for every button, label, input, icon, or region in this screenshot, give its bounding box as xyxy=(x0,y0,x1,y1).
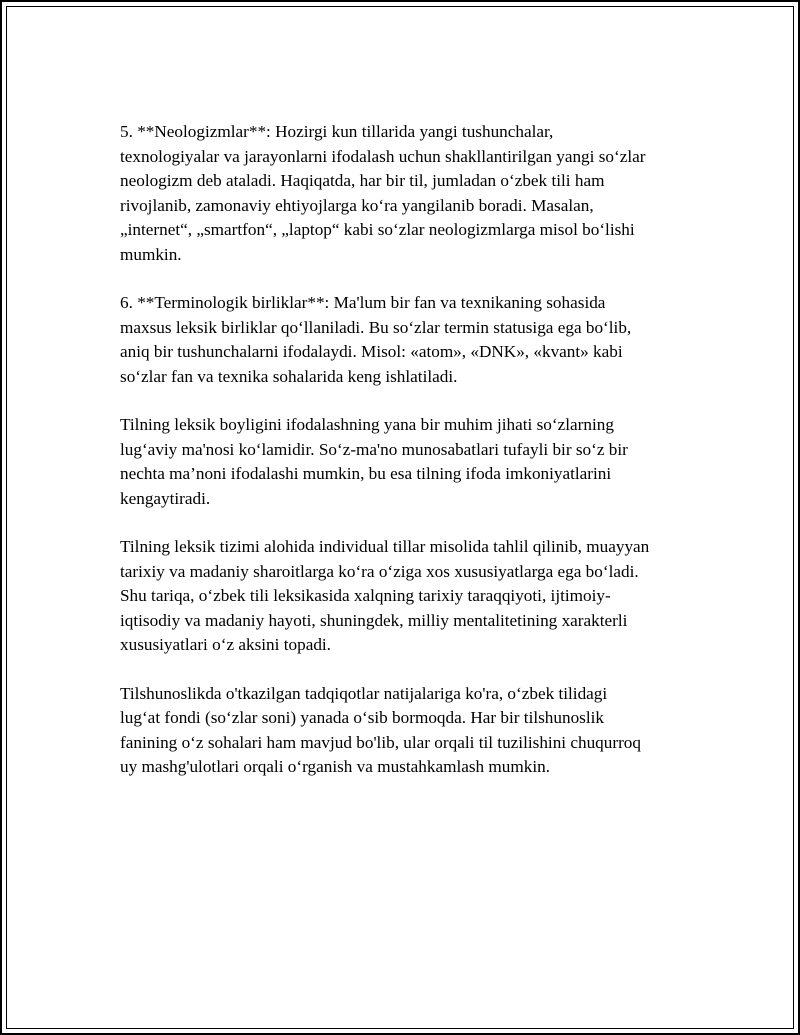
text-line: texnologiyalar va jarayonlarni ifodalash uchun shakllantirilgan yangi so‘zlar xyxy=(120,146,646,166)
paragraph-lexical-system xyxy=(120,535,700,658)
text-line: Tilshunoslikda o'tkazilgan tadqiqotlar natijalariga ko'ra, o‘zbek tilidagi xyxy=(120,683,608,703)
text-line: aniq bir tushunchalarni ifodalaydi. Misol: «atom», «DNK», «kvant» kabi xyxy=(120,342,623,361)
text-line: uy mashg'ulotlari orqali o‘rganish va mustahkamlash mumkin. xyxy=(120,757,551,776)
text-line: lug‘at fondi (so‘zlar soni) yanada o‘sib bormoqda. Har bir tilshunoslik xyxy=(120,708,605,727)
text-line: 6. **Terminologik birliklar**: Ma'lum bir fan va texnikaning sohasida xyxy=(120,293,606,312)
paragraph-terminology xyxy=(120,291,700,389)
text-line: xususiyatlari o‘z aksini topadi. xyxy=(120,635,331,654)
text-line: kengaytiradi. xyxy=(120,488,211,508)
text-line: mumkin. xyxy=(120,244,182,264)
text-line: nechta ma’noni ifodalashi mumkin, bu esa tilning ifoda imkoniyatlarini xyxy=(120,464,612,483)
paragraph-research xyxy=(120,682,700,780)
document-body xyxy=(120,120,700,804)
text-line: 5. **Neologizmlar**: Hozirgi kun tillarida yangi tushunchalar, xyxy=(120,122,554,141)
text-line: „internet“, „smartfon“, „laptop“ kabi so‘zlar neologizmlarga misol bo‘lishi xyxy=(120,220,635,239)
text-line: tarixiy va madaniy sharoitlarga ko‘ra o‘ziga xos xususiyatlarga ega bo‘ladi. xyxy=(120,561,639,581)
text-line: so‘zlar fan va texnika sohalarida keng ishlatiladi. xyxy=(120,366,458,386)
text-line: Tilning leksik boyligini ifodalashning yana bir muhim jihati so‘zlarning xyxy=(120,415,614,434)
text-line: maxsus leksik birliklar qo‘llaniladi. Bu so‘zlar termin statusiga ega bo‘lib, xyxy=(120,317,632,337)
paragraph-neologisms xyxy=(120,120,700,267)
text-line: Shu tariqa, o‘zbek tili leksikasida xalqning tarixiy taraqqiyoti, ijtimoiy- xyxy=(120,586,611,605)
text-line: lug‘aviy ma'nosi ko‘lamidir. So‘z-ma'no munosabatlari tufayli bir so‘z bir xyxy=(120,439,628,459)
text-line: rivojlanib, zamonaviy ehtiyojlarga ko‘ra yangilanib boradi. Masalan, xyxy=(120,195,594,215)
text-line: Tilning leksik tizimi alohida individual tillar misolida tahlil qilinib, muayyan xyxy=(120,537,650,556)
paragraph-lexical-meaning xyxy=(120,413,700,511)
text-line: iqtisodiy va madaniy hayoti, shuningdek, milliy mentalitetining xarakterli xyxy=(120,610,628,630)
text-line: neologizm deb ataladi. Haqiqatda, har bir til, jumladan o‘zbek tili ham xyxy=(120,171,605,190)
text-line: fanining o‘z sohalari ham mavjud bo'lib, ular orqali til tuzilishini chuqurroq xyxy=(120,732,641,752)
